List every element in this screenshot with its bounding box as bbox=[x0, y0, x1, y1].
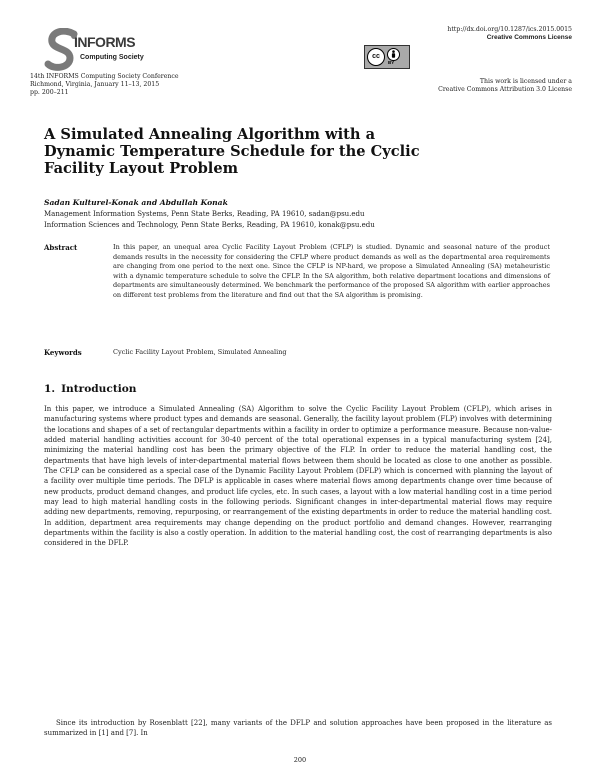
affiliation-2: Information Sciences and Technology, Penn State Berks, Reading, PA 19610, konak@psu.edu bbox=[44, 221, 375, 229]
section-heading bbox=[44, 383, 137, 395]
conference-info bbox=[30, 73, 179, 97]
license-text bbox=[372, 78, 572, 94]
logo-subtitle: Computing Society bbox=[80, 54, 144, 61]
page-number: 200 bbox=[293, 756, 307, 764]
body-paragraph-2: Since its introduction by Rosenblatt [22], many variants of the DFLP and solution approaches have been proposed in the literature as summarized in [1] and [7]. In bbox=[44, 719, 552, 738]
title-line: Dynamic Temperature Schedule for the Cyclic bbox=[44, 143, 420, 160]
logo-wordmark: INFORMS bbox=[74, 34, 136, 50]
cc-license-badge[interactable] bbox=[364, 45, 410, 69]
affiliation-1: Management Information Systems, Penn State Berks, Reading, PA 19610, sadan@psu.edu bbox=[44, 210, 365, 218]
conference-line: 14th INFORMS Computing Society Conference bbox=[30, 73, 179, 80]
authors: Sadan Kulturel-Konak and Abdullah Konak bbox=[44, 198, 228, 207]
license-line[interactable]: Creative Commons Attribution 3.0 License bbox=[438, 86, 572, 93]
informs-logo bbox=[44, 28, 174, 72]
license-heading: Creative Commons License bbox=[486, 33, 572, 41]
section-number: 1. bbox=[44, 383, 56, 395]
keywords-text: Cyclic Facility Layout Problem, Simulated Annealing bbox=[113, 348, 287, 356]
doi-link[interactable]: http://dx.doi.org/10.1287/ics.2015.0015 bbox=[447, 26, 572, 33]
conference-line: pp. 200–211 bbox=[30, 89, 69, 96]
abstract-label: Abstract bbox=[44, 243, 78, 252]
title-line: Facility Layout Problem bbox=[44, 160, 239, 177]
doi-block bbox=[372, 26, 572, 41]
cc-icon: cc bbox=[367, 48, 385, 66]
conference-line: Richmond, Virginia, January 11–13, 2015 bbox=[30, 81, 160, 88]
abstract-text: In this paper, an unequal area Cyclic Facility Layout Problem (CFLP) is studied. Dynamic and seasonal nature of the product demands results in the necessity for considering the CFLP where product demands as well as the departmental area requirements are changing from one period to the next one. Since the CFLP is NP-hard, we propose a Simulated Annealing (SA) metaheuristic with a dynamic temperature schedule to solve the CFLP. In the SA algorithm, both relative department locations and dimensions of departments are simultaneously determined. We benchmark the performance of the proposed SA algorithm with earlier approaches on different test problems from the literature and find out that the SA algorithm is promising. bbox=[113, 243, 550, 299]
license-line: This work is licensed under a bbox=[479, 78, 572, 85]
section-title: Introduction bbox=[61, 383, 137, 395]
by-label: BY bbox=[388, 60, 395, 65]
paper-title bbox=[44, 126, 564, 177]
body-paragraph-1: In this paper, we introduce a Simulated Annealing (SA) Algorithm to solve the Cyclic Facility Layout Problem (CFLP), which arises in manufacturing systems where product types and demands are seasonal. Generally, the facility layout problem (FLP) involves with determining the locations and shapes of a set of rectangular departments within a facility in order to optimize a performance measure. Because non-value-added material handling activities account for 30-40 percent of the total operational expenses in a typical manufacturing system [24], minimizing the material handling cost has been the primary objective of the FLP. In order to reduce the material handling cost, the departments that have high levels of inter-departmental material flows between them should be located as close to one another as possible. The CFLP can be considered as a special case of the Dynamic Facility Layout Problem (DFLP) which is concerned with planning the layout of a facility over multiple time periods. The DFLP is applicable in cases where material flows among departments change over time because of new products, product demand changes, and product life cycles, etc. In such cases, a layout with a low material handling cost in a time period may lead to high material handling costs in the following periods. Significant changes in inter-departmental material flows may require adding new departments, removing, repurposing, or rearrangement of the existing departments in order to reduce the material handling cost. In addition, department area requirements may change depending on the product portfolio and demand changes. However, rearranging departments within the facility is also a costly operation. In addition to the material handling cost, the cost of rearranging departments is also considered in the DFLP. bbox=[44, 405, 552, 548]
title-line: A Simulated Annealing Algorithm with a bbox=[44, 126, 376, 143]
keywords-label: Keywords bbox=[44, 348, 82, 357]
